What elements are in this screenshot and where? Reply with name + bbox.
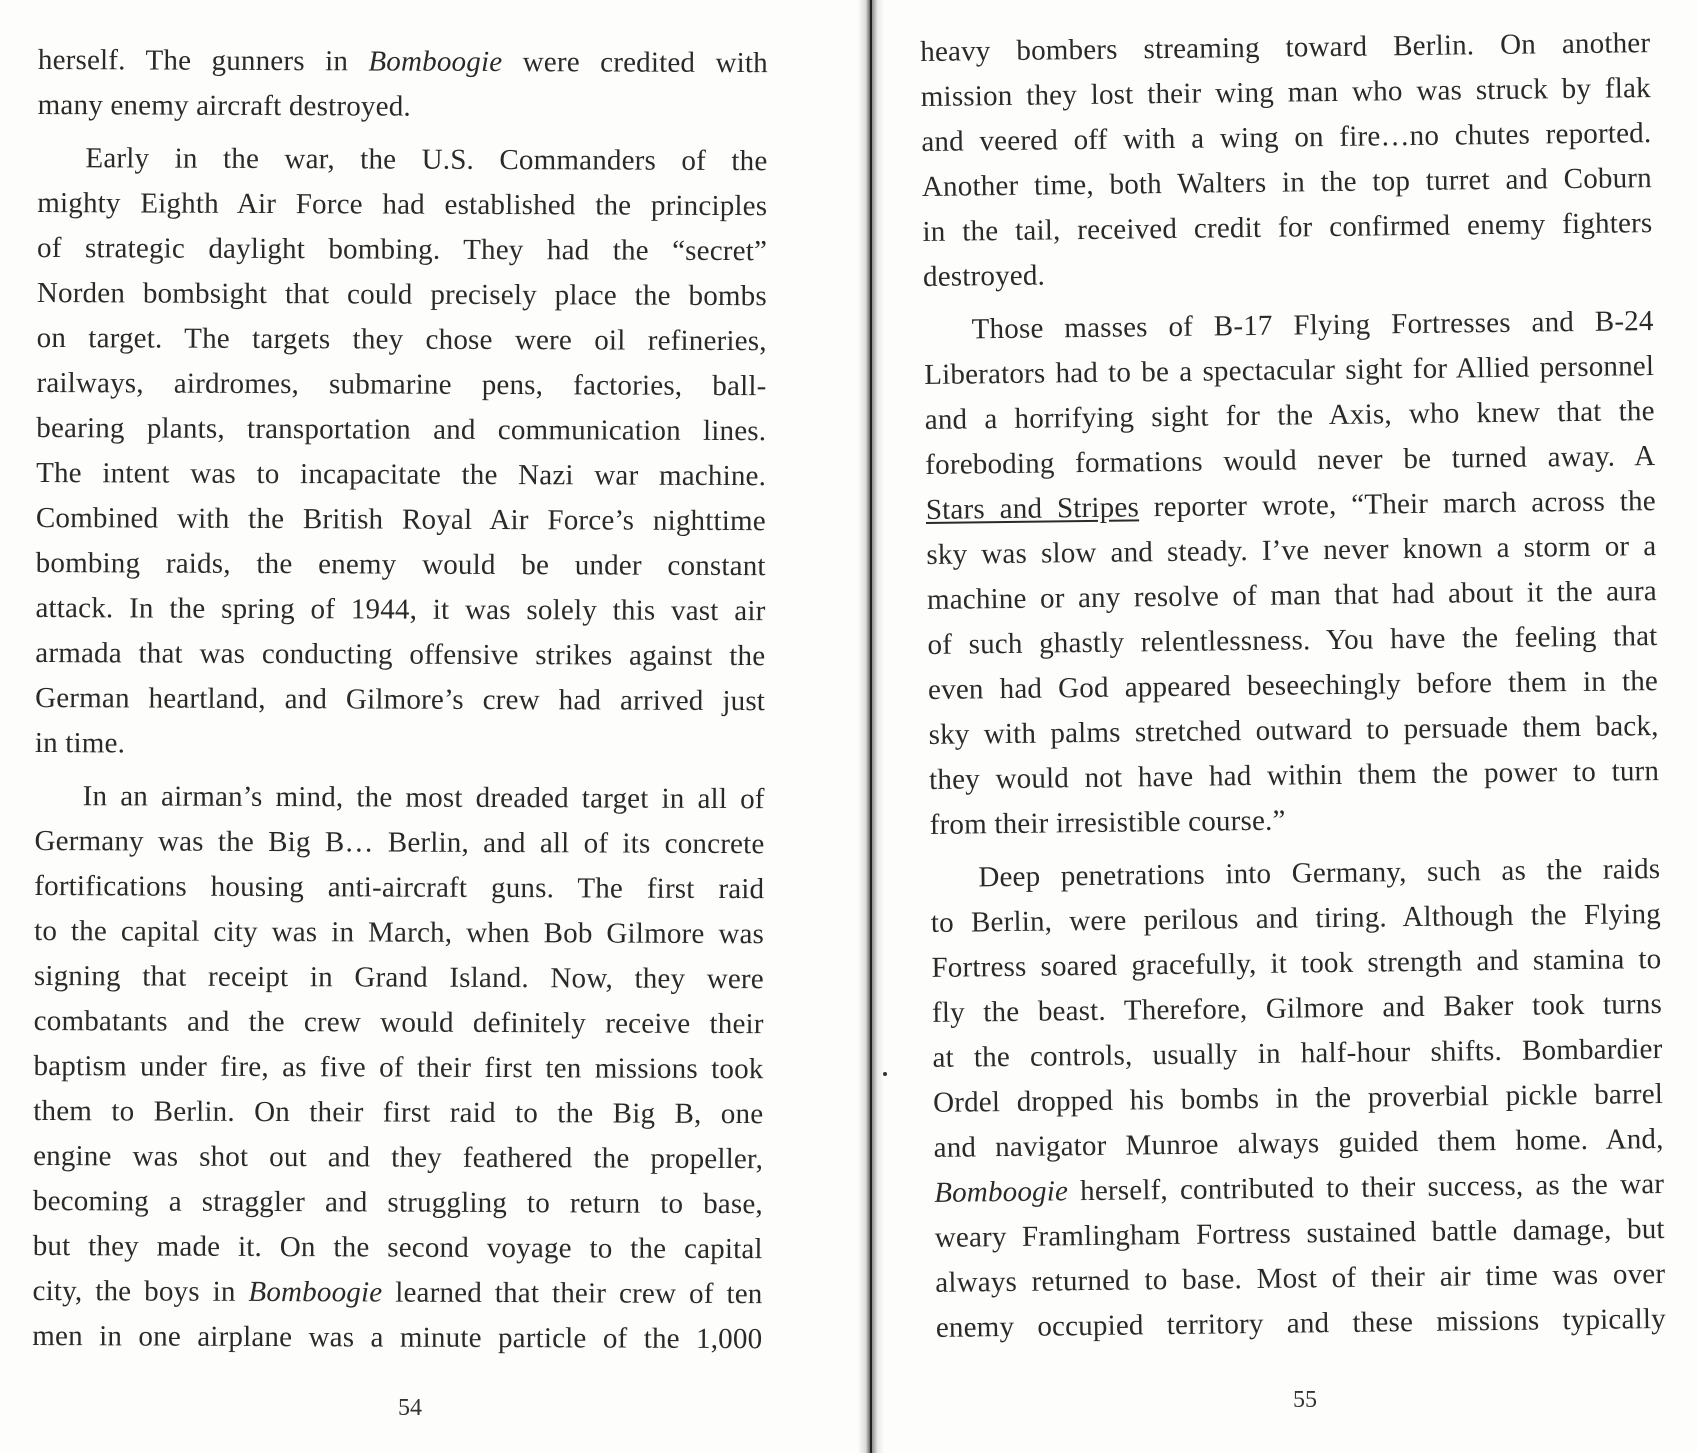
text-line: Those masses of B-17 Flying Fortresses and B-24 bbox=[971, 305, 1654, 346]
right-page-text bbox=[920, 21, 1666, 1351]
text-line: The intent was to incapacitate the Nazi war machine. bbox=[36, 456, 767, 493]
text-line: even had God appeared beseechingly before them in the bbox=[927, 665, 1659, 706]
right-page bbox=[880, 0, 1697, 1453]
text-line: destroyed. bbox=[922, 259, 1046, 293]
text-line: foreboding formations would never be turned away. A bbox=[925, 440, 1656, 481]
text-line: and veered off with a wing on fire…no chutes reported. bbox=[921, 117, 1652, 158]
text-line: attack. In the spring of 1944, it was solely this vast air bbox=[35, 591, 766, 628]
text-line: on target. The targets they chose were oil refineries, bbox=[36, 321, 767, 358]
text-line: and a horrifying sight for the Axis, who knew that the bbox=[924, 395, 1655, 436]
text-line: and navigator Munroe always guided them home. And, bbox=[933, 1122, 1664, 1164]
text-line: armada that was conducting offensive strikes against the bbox=[35, 636, 766, 673]
text-line: city, the boys in Bomboogie learned that their crew of ten bbox=[32, 1274, 763, 1311]
text-line: Norden bombsight that could precisely place the bombs bbox=[36, 276, 767, 313]
text-line: enemy occupied territory and these missions typically bbox=[935, 1302, 1666, 1344]
text-line: in the tail, received credit for confirmed enemy fighters bbox=[922, 207, 1653, 248]
text-line: signing that receipt in Grand Island. Now, they were bbox=[33, 959, 764, 996]
text-line: Stars and Stripes reporter wrote, “Their march across the bbox=[925, 485, 1657, 526]
text-line: In an airman’s mind, the most dreaded target in all of bbox=[82, 780, 765, 816]
text-line: to the capital city was in March, when Bob Gilmore was bbox=[34, 914, 765, 951]
text-line: at the controls, usually in half-hour shifts. Bombardier bbox=[932, 1033, 1663, 1074]
text-line: Deep penetrations into Germany, such as the raids bbox=[978, 853, 1661, 894]
text-line: Combined with the British Royal Air Force’s nighttime bbox=[35, 501, 766, 538]
italic-title: Bomboogie bbox=[368, 45, 503, 79]
text-line: mighty Eighth Air Force had established the principles bbox=[37, 186, 768, 223]
text-line: of strategic daylight bombing. They had the “secret” bbox=[37, 231, 768, 268]
text-line: men in one airplane was a minute particle of the 1,000 bbox=[32, 1319, 763, 1356]
text-line: bearing plants, transportation and communication lines. bbox=[36, 411, 767, 448]
text-line: bombing raids, the enemy would be under constant bbox=[35, 546, 766, 583]
text-line: becoming a straggler and struggling to return to base, bbox=[32, 1184, 763, 1221]
text-line: weary Framlingham Fortress sustained battle damage, but bbox=[934, 1212, 1665, 1254]
text-line: but they made it. On the second voyage to the capital bbox=[32, 1229, 763, 1266]
text-line: Ordel dropped his bombs in the proverbial pickle barrel bbox=[932, 1078, 1664, 1119]
text-line: machine or any resolve of man that had about it the aura bbox=[926, 575, 1658, 616]
text-line: baptism under fire, as five of their first ten missions took bbox=[33, 1049, 764, 1086]
text-line: heavy bombers streaming toward Berlin. On another bbox=[920, 27, 1651, 68]
text-line: Liberators had to be a spectacular sight for Allied personnel bbox=[924, 350, 1655, 391]
text-line: sky was slow and steady. I’ve never known a storm or a bbox=[926, 530, 1657, 571]
italic-title: Bomboogie bbox=[248, 1275, 383, 1309]
text-line: many enemy aircraft destroyed. bbox=[37, 88, 411, 123]
text-line: Bomboogie herself, contributed to their success, as the war bbox=[934, 1167, 1665, 1209]
text-line: sky with palms stretched outward to persuade them back, bbox=[928, 710, 1659, 751]
text-line: fortifications housing anti-aircraft guns. The first raid bbox=[34, 869, 765, 906]
text-line: mission they lost their wing man who was struck by flak bbox=[920, 72, 1651, 113]
text-line: engine was shot out and they feathered the propeller, bbox=[33, 1139, 764, 1176]
page-number-right: 55 bbox=[1293, 1387, 1317, 1413]
page-number-left: 54 bbox=[398, 1395, 422, 1421]
text-line: Early in the war, the U.S. Commanders of the bbox=[85, 142, 768, 178]
text-line: combatants and the crew would definitely receive their bbox=[33, 1004, 764, 1041]
text-line: always returned to base. Most of their air time was over bbox=[935, 1257, 1666, 1299]
text-line: to Berlin, were perilous and tiring. Although the Flying bbox=[930, 898, 1662, 939]
text-line: fly the beast. Therefore, Gilmore and Baker took turns bbox=[931, 988, 1663, 1029]
book-gutter-line bbox=[870, 0, 872, 1453]
text-line: from their irresistible course.” bbox=[929, 804, 1286, 841]
text-line: Germany was the Big B… Berlin, and all of its concrete bbox=[34, 824, 765, 861]
left-page-text bbox=[32, 38, 768, 1362]
text-line: Another time, both Walters in the top turret and Coburn bbox=[921, 162, 1653, 203]
text-line: they would not have had within them the power to turn bbox=[928, 755, 1660, 796]
text-line: Fortress soared gracefully, it took strength and stamina to bbox=[931, 943, 1662, 984]
text-line: railways, airdromes, submarine pens, factories, ball- bbox=[36, 366, 767, 403]
text-line: German heartland, and Gilmore’s crew had arrived just bbox=[35, 681, 766, 718]
italic-title: Bomboogie bbox=[934, 1175, 1069, 1209]
text-line: herself. The gunners in Bomboogie were credited with bbox=[37, 43, 768, 80]
text-line: in time. bbox=[34, 726, 126, 760]
text-line: them to Berlin. On their first raid to the Big B, one bbox=[33, 1094, 764, 1131]
underlined-title: Stars and Stripes bbox=[925, 491, 1140, 526]
text-line: of such ghastly relentlessness. You have the feeling that bbox=[927, 620, 1658, 661]
